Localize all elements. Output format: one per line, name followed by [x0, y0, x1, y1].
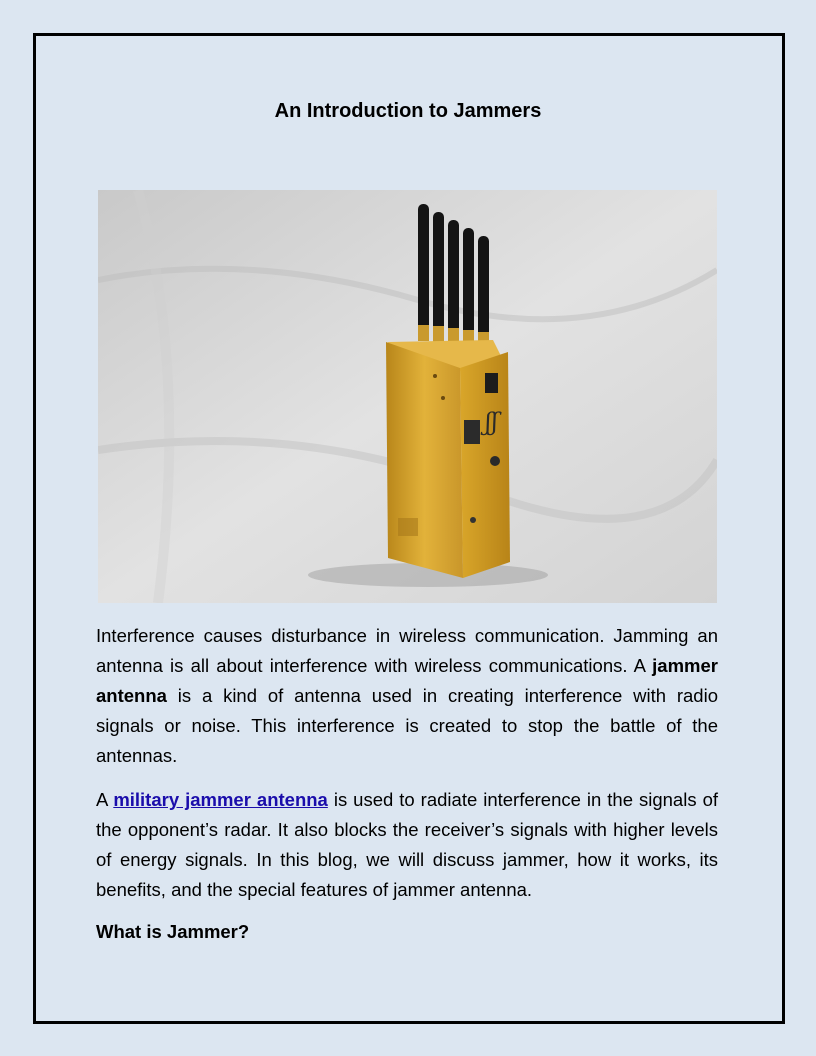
intro-paragraph	[96, 621, 718, 771]
jammer-antenna-term: jammer antenna	[96, 655, 718, 706]
second-paragraph	[96, 785, 718, 905]
page-title: An Introduction to Jammers	[274, 100, 542, 122]
svg-text:ʃʃ: ʃʃ	[485, 408, 499, 436]
paragraph1-text-after: is a kind of antenna used in creating interference with radio signals or noise. This interference is created to stop the battle of the antennas.	[96, 685, 718, 766]
paragraph2-text-before: A	[96, 789, 114, 810]
jammer-device-image	[98, 190, 717, 603]
paragraph1-text-before: Interference causes disturbance in wireless communication. Jamming an antenna is all about interference with wireless communications. A	[96, 625, 718, 676]
military-jammer-antenna-link[interactable]: military jammer antenna	[113, 789, 328, 810]
paragraph2-text-after: is used to radiate interference in the signals of the opponent’s radar. It also blocks the receiver’s signals with higher levels of energy signals. In this blog, we will discuss jammer, how it works, its benefits, and the special features of jammer antenna.	[96, 789, 718, 900]
section-heading-what-is-jammer: What is Jammer?	[96, 921, 250, 942]
